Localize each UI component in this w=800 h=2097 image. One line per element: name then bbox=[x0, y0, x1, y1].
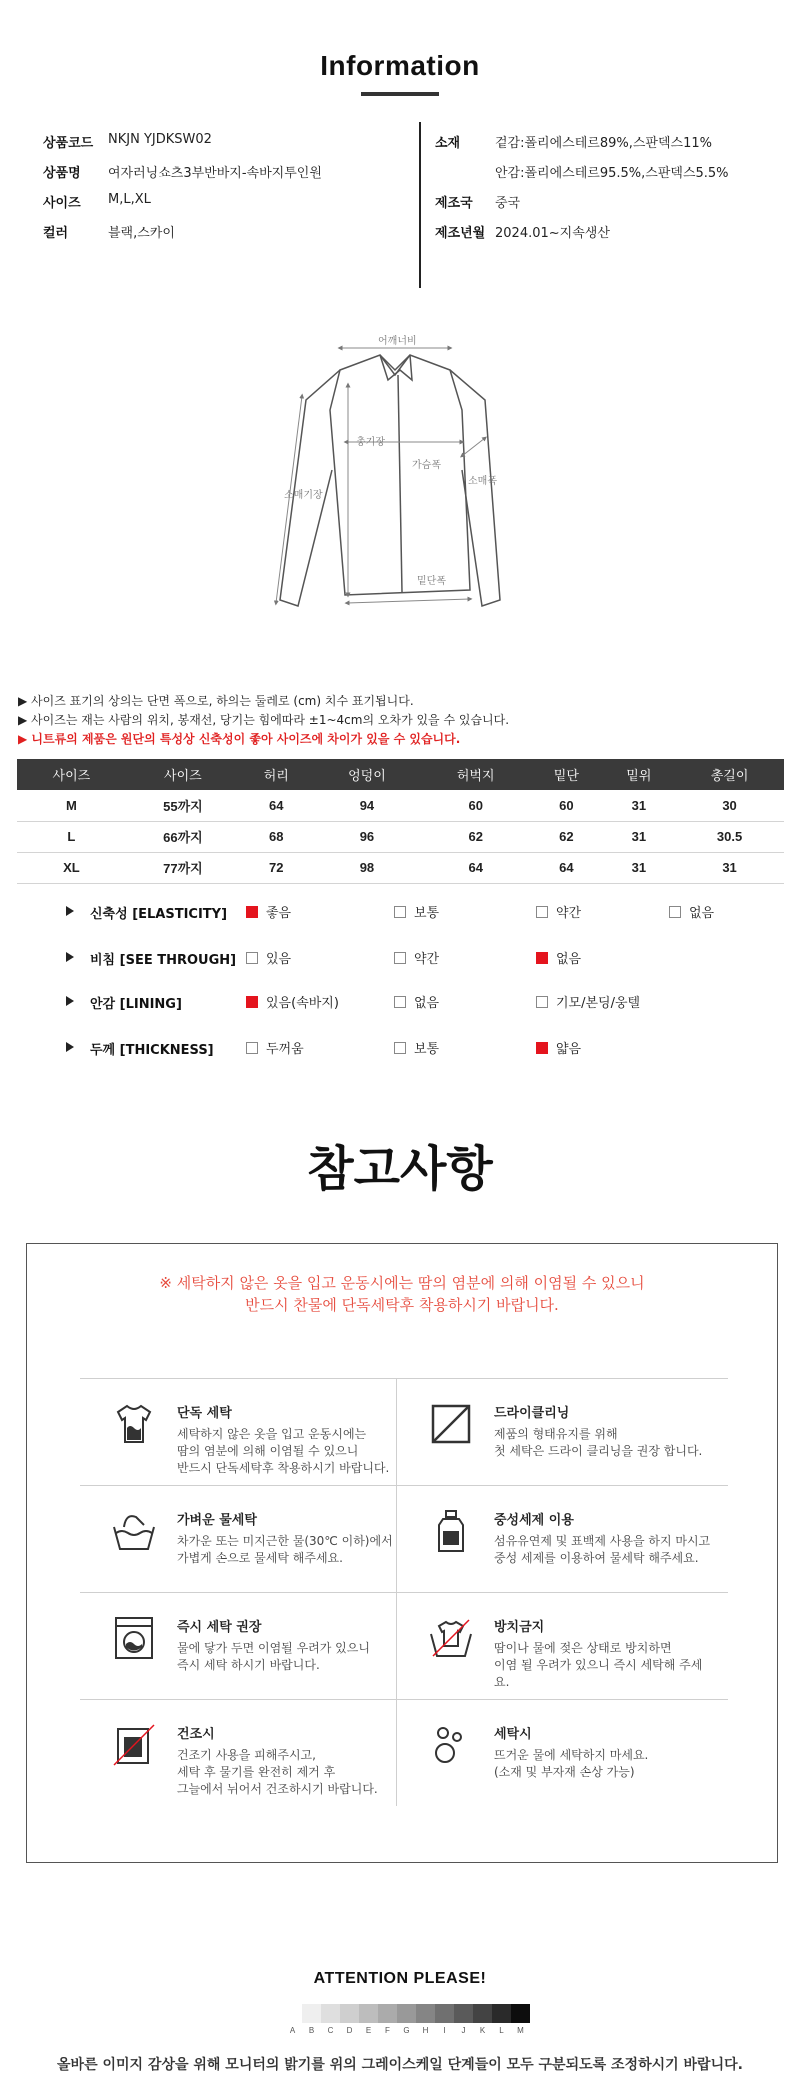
grayscale-bar bbox=[283, 2004, 530, 2023]
table-cell: 30 bbox=[675, 790, 784, 821]
table-cell: 30.5 bbox=[675, 821, 784, 852]
table-cell: 64 bbox=[240, 790, 313, 821]
grayscale-letter: D bbox=[346, 2026, 353, 2035]
col-header: 허벅지 bbox=[421, 759, 530, 790]
col-header: 엉덩이 bbox=[313, 759, 422, 790]
table-cell: L bbox=[17, 821, 126, 852]
spec-key: 제조년월 bbox=[435, 226, 486, 241]
checkbox-checked bbox=[536, 952, 548, 964]
table-row bbox=[17, 821, 784, 852]
spec-key: 상품명 bbox=[43, 166, 81, 181]
care-body: 섬유유연제 및 표백제 사용을 하지 마시고 중성 세제를 이용하여 물세탁 해주세요. bbox=[494, 1534, 711, 1565]
care-item bbox=[397, 1592, 713, 1699]
grayscale-swatch bbox=[321, 2004, 340, 2023]
col-header: 사이즈 bbox=[126, 759, 240, 790]
grayscale-letter: K bbox=[479, 2026, 486, 2035]
care-item bbox=[80, 1699, 396, 1806]
table-cell: 60 bbox=[530, 790, 603, 821]
table-cell: 55까지 bbox=[126, 790, 240, 821]
spec-key: 제조국 bbox=[435, 196, 473, 211]
care-body: 제품의 형태유지를 위해 첫 세탁은 드라이 클리닝을 권장 합니다. bbox=[494, 1427, 703, 1458]
spec-value: 겉감:폴리에스테르89%,스판덱스11% bbox=[495, 136, 712, 151]
spec-value: 안감:폴리에스테르95.5%,스판덱스5.5% bbox=[495, 166, 729, 181]
care-heading: 즉시 세탁 권장 bbox=[177, 1620, 262, 1635]
spec-value: 여자러닝쇼츠3부반바지-속바지투인원 bbox=[108, 166, 322, 181]
reference-warning bbox=[26, 1272, 778, 1316]
grayscale-letter: F bbox=[385, 2026, 390, 2035]
label-sleeve-width: 소매폭 bbox=[468, 476, 497, 487]
tshirt-wash-icon bbox=[110, 1400, 158, 1448]
spec-row bbox=[43, 132, 322, 162]
grayscale-letter: E bbox=[365, 2026, 372, 2035]
spec-key: 소재 bbox=[435, 136, 461, 151]
checkbox-checked bbox=[246, 996, 258, 1008]
spec-value: NKJN YJDKSW02 bbox=[108, 132, 212, 147]
reference-title: 참고사항 bbox=[307, 1141, 493, 1197]
option-label: 보통 bbox=[414, 906, 440, 921]
option-label: 있음(속바지) bbox=[266, 996, 339, 1011]
attribute-row-see-through bbox=[0, 946, 800, 970]
care-body: 세탁하지 않은 옷을 입고 운동시에는 땀의 염분에 의해 이염될 수 있으니 반드시 단독세탁후 착용하시기 바랍니다. bbox=[177, 1427, 390, 1475]
info-title: Information bbox=[320, 50, 480, 81]
option bbox=[246, 1038, 304, 1057]
grayscale-swatch bbox=[511, 2004, 530, 2023]
col-header: 허리 bbox=[240, 759, 313, 790]
arrow-icon bbox=[66, 952, 74, 962]
grayscale-swatch bbox=[397, 2004, 416, 2023]
table-cell: 31 bbox=[603, 790, 676, 821]
checkbox bbox=[246, 1042, 258, 1054]
grayscale-swatch bbox=[359, 2004, 378, 2023]
spec-key: 컬러 bbox=[43, 226, 69, 241]
spec-row bbox=[435, 222, 729, 252]
care-body: 물에 닿가 두면 이염될 우려가 있으니 즉시 세탁 하시기 바랍니다. bbox=[177, 1641, 370, 1672]
spec-left bbox=[43, 132, 322, 252]
care-item bbox=[397, 1485, 713, 1592]
table-cell: 96 bbox=[313, 821, 422, 852]
care-body: 차가운 또는 미지근한 물(30℃ 이하)에서 가볍게 손으로 물세탁 해주세요. bbox=[177, 1534, 393, 1565]
grayscale-swatch bbox=[302, 2004, 321, 2023]
table-cell: 72 bbox=[240, 852, 313, 883]
col-header: 사이즈 bbox=[17, 759, 126, 790]
option-label: 있음 bbox=[266, 952, 292, 967]
option-label: 없음 bbox=[556, 952, 582, 967]
checkbox bbox=[536, 996, 548, 1008]
grayscale-swatch bbox=[435, 2004, 454, 2023]
checkbox-checked bbox=[246, 906, 258, 918]
label-shoulder: 어깨너비 bbox=[378, 336, 417, 347]
checkbox bbox=[246, 952, 258, 964]
shirt-outline bbox=[280, 355, 500, 606]
care-heading: 방치금지 bbox=[494, 1620, 545, 1635]
option-label: 얇음 bbox=[556, 1042, 582, 1057]
attribute-row-thickness bbox=[0, 1036, 800, 1060]
checkbox bbox=[536, 906, 548, 918]
col-header: 밑위 bbox=[603, 759, 676, 790]
spec-row bbox=[435, 132, 729, 162]
note-line: ▶ 사이즈는 재는 사람의 위치, 봉재선, 당기는 힘에따라 ±1~4cm의 오차가 있을 수 있습니다. bbox=[18, 713, 510, 727]
note-line: ▶ 사이즈 표기의 상의는 단면 폭으로, 하의는 둘레로 (cm) 치수 표기됩니다. bbox=[18, 694, 414, 708]
spec-row bbox=[435, 192, 729, 222]
label-hem: 밑단폭 bbox=[417, 576, 446, 587]
care-heading: 건조시 bbox=[177, 1727, 215, 1742]
spec-row bbox=[43, 222, 322, 252]
care-heading: 드라이클리닝 bbox=[494, 1406, 570, 1421]
warning-line: 반드시 찬물에 단독세탁후 착용하시기 바랍니다. bbox=[245, 1296, 559, 1314]
table-header-row bbox=[17, 759, 784, 790]
grayscale-swatch bbox=[454, 2004, 473, 2023]
option-label: 기모/본딩/웅텔 bbox=[556, 996, 641, 1011]
care-body: 건조기 사용을 피해주시고, 세탁 후 물기를 완전히 제거 후 그늘에서 뉘어서 건조하시기 바랍니다. bbox=[177, 1748, 378, 1796]
table-row bbox=[17, 790, 784, 821]
washing-machine-icon bbox=[110, 1614, 158, 1662]
option-label: 없음 bbox=[414, 996, 440, 1011]
table-cell: 64 bbox=[530, 852, 603, 883]
attribute-label: 두께 [THICKNESS] bbox=[90, 1043, 214, 1058]
spec-value: 2024.01~지속생산 bbox=[495, 226, 610, 241]
attention-title: ATTENTION PLEASE! bbox=[313, 1970, 487, 1987]
table-cell: 77까지 bbox=[126, 852, 240, 883]
care-item bbox=[80, 1485, 396, 1592]
grayscale-letter: M bbox=[517, 2026, 524, 2035]
grayscale-swatch bbox=[492, 2004, 511, 2023]
note-line-warning: ▶ 니트류의 제품은 원단의 특성상 신축성이 좋아 사이즈에 차이가 있을 수 있습니다. bbox=[18, 732, 461, 746]
label-length: 총기장 bbox=[356, 437, 385, 448]
table-cell: 31 bbox=[603, 821, 676, 852]
care-item bbox=[80, 1378, 396, 1485]
care-body: 땀이나 물에 젖은 상태로 방치하면 이염 될 우려가 있으니 즉시 세탁해 주세요. bbox=[494, 1641, 703, 1689]
spec-row bbox=[43, 192, 322, 222]
grayscale-letter: I bbox=[443, 2026, 446, 2035]
care-item bbox=[397, 1699, 713, 1806]
grayscale-swatch bbox=[473, 2004, 492, 2023]
grayscale-letter: H bbox=[422, 2026, 429, 2035]
arrow-icon bbox=[66, 906, 74, 916]
checkbox bbox=[394, 952, 406, 964]
table-cell: 31 bbox=[675, 852, 784, 883]
warning-line: ※ 세탁하지 않은 옷을 입고 운동시에는 땀의 염분에 의해 이염될 수 있으니 bbox=[159, 1274, 645, 1292]
no-leave-icon bbox=[427, 1614, 475, 1662]
option bbox=[536, 902, 581, 921]
grayscale-swatch bbox=[283, 2004, 302, 2023]
option bbox=[536, 948, 581, 967]
arrow-icon bbox=[66, 996, 74, 1006]
attribute-label: 비침 [SEE THROUGH] bbox=[90, 953, 237, 968]
care-heading: 세탁시 bbox=[494, 1727, 532, 1742]
grayscale-letter: L bbox=[499, 2026, 504, 2035]
detergent-icon bbox=[427, 1507, 475, 1555]
spec-row bbox=[435, 162, 729, 192]
table-cell: 62 bbox=[421, 821, 530, 852]
care-heading: 가벼운 물세탁 bbox=[177, 1513, 257, 1528]
hand-wash-icon bbox=[110, 1507, 158, 1555]
spec-right bbox=[435, 132, 729, 252]
attribute-label: 안감 [LINING] bbox=[90, 997, 182, 1012]
checkbox bbox=[669, 906, 681, 918]
attribute-row-elasticity bbox=[0, 900, 800, 924]
option-label: 보통 bbox=[414, 1042, 440, 1057]
option-label: 없음 bbox=[689, 906, 715, 921]
arrow-icon bbox=[66, 1042, 74, 1052]
grayscale-swatch bbox=[416, 2004, 435, 2023]
grayscale-letter: C bbox=[327, 2026, 334, 2035]
attention-text: 올바른 이미지 감상을 위해 모니터의 밝기를 위의 그레이스케일 단계들이 모두 구분되도록 조정하시기 바랍니다. bbox=[57, 2057, 743, 2073]
checkbox bbox=[394, 906, 406, 918]
no-dryer-icon bbox=[110, 1721, 158, 1769]
label-sleeve-length: 소매기장 bbox=[284, 490, 323, 501]
spec-key: 사이즈 bbox=[43, 196, 81, 211]
option bbox=[669, 902, 714, 921]
care-heading: 단독 세탁 bbox=[177, 1406, 232, 1421]
option-label: 좋음 bbox=[266, 906, 292, 921]
option bbox=[536, 1038, 581, 1057]
checkbox-checked bbox=[536, 1042, 548, 1054]
garment-measurement-diagram bbox=[240, 320, 560, 620]
option-label: 두꺼움 bbox=[266, 1042, 304, 1057]
option bbox=[246, 902, 291, 921]
table-cell: 94 bbox=[313, 790, 422, 821]
care-body: 뜨거운 물에 세탁하지 마세요. (소재 및 부자재 손상 가능) bbox=[494, 1748, 649, 1779]
col-header: 총길이 bbox=[675, 759, 784, 790]
grayscale-labels bbox=[283, 2026, 530, 2035]
option bbox=[536, 992, 640, 1011]
spec-value: 블랙,스카이 bbox=[108, 226, 175, 241]
grayscale-letter: A bbox=[289, 2026, 296, 2035]
grayscale-letter: B bbox=[308, 2026, 315, 2035]
grayscale-swatch bbox=[378, 2004, 397, 2023]
table-cell: 98 bbox=[313, 852, 422, 883]
option bbox=[394, 1038, 439, 1057]
table-cell: 31 bbox=[603, 852, 676, 883]
option bbox=[394, 948, 439, 967]
attribute-label: 신축성 [ELASTICITY] bbox=[90, 907, 228, 922]
table-cell: M bbox=[17, 790, 126, 821]
table-cell: 66까지 bbox=[126, 821, 240, 852]
option-label: 약간 bbox=[556, 906, 582, 921]
size-notes bbox=[18, 692, 509, 749]
table-cell: 60 bbox=[421, 790, 530, 821]
title-underline bbox=[361, 92, 439, 96]
option-label: 약간 bbox=[414, 952, 440, 967]
col-header: 밑단 bbox=[530, 759, 603, 790]
table-row bbox=[17, 852, 784, 883]
option bbox=[394, 902, 439, 921]
option bbox=[246, 948, 291, 967]
checkbox bbox=[394, 996, 406, 1008]
option bbox=[394, 992, 439, 1011]
spec-key: 상품코드 bbox=[43, 136, 94, 151]
care-item bbox=[397, 1378, 713, 1485]
option bbox=[246, 992, 339, 1011]
care-heading: 중성세제 이용 bbox=[494, 1513, 574, 1528]
table-cell: XL bbox=[17, 852, 126, 883]
grayscale-swatch bbox=[340, 2004, 359, 2023]
checkbox bbox=[394, 1042, 406, 1054]
spec-row bbox=[43, 162, 322, 192]
table-cell: 64 bbox=[421, 852, 530, 883]
table-cell: 68 bbox=[240, 821, 313, 852]
table-cell: 62 bbox=[530, 821, 603, 852]
spec-value: M,L,XL bbox=[108, 192, 151, 207]
grayscale-letter: G bbox=[403, 2026, 410, 2035]
care-item bbox=[80, 1592, 396, 1699]
attribute-row-lining bbox=[0, 990, 800, 1014]
dry-clean-icon bbox=[427, 1400, 475, 1448]
bubbles-icon bbox=[427, 1721, 475, 1769]
spec-divider bbox=[419, 122, 421, 288]
label-chest: 가슴폭 bbox=[412, 460, 441, 471]
spec-value: 중국 bbox=[495, 196, 521, 211]
grayscale-letter: J bbox=[461, 2026, 466, 2035]
size-table bbox=[17, 759, 784, 884]
